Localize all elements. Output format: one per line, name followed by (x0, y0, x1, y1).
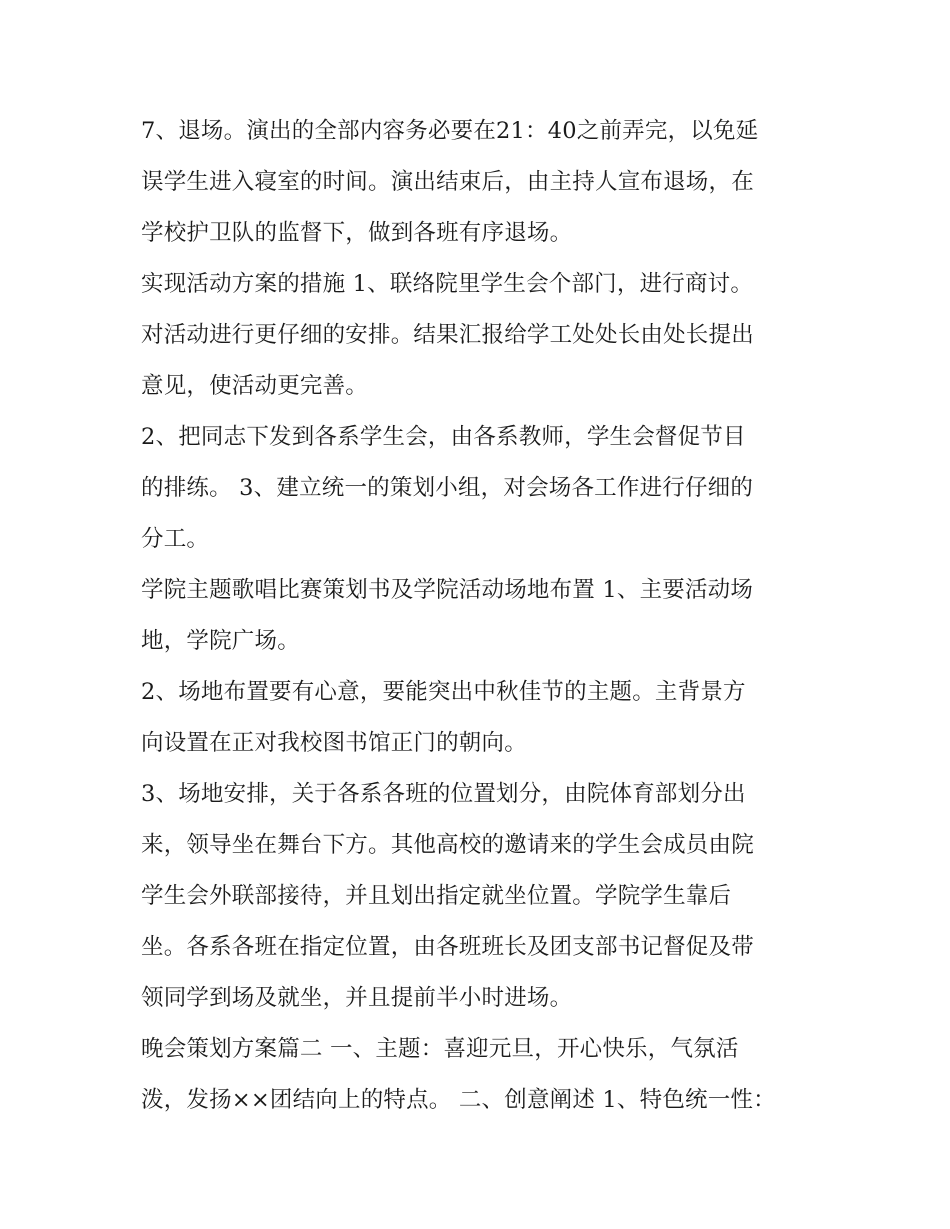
text-line: 学生会外联部接待，并且划出指定就坐位置。学院学生靠后 (141, 883, 732, 909)
text-line: 向设置在正对我校图书馆正门的朝向。 (141, 730, 527, 756)
text-line: 的排练。 3、建立统一的策划小组，对会场各工作进行仔细的 (141, 475, 754, 501)
text-line: 误学生进入寝室的时间。演出结束后，由主持人宣布退场，在 (141, 169, 754, 195)
text-line: 2、场地布置要有心意，要能突出中秋佳节的主题。主背景方 (141, 679, 746, 705)
text-line: 泼，发扬××团结向上的特点。 二、创意阐述 1、特色统一性： (141, 1087, 776, 1113)
text-line: 3、场地安排，关于各系各班的位置划分，由院体育部划分出 (141, 781, 746, 807)
text-line: 学校护卫队的监督下，做到各班有序退场。 (141, 220, 573, 246)
text-line: 晚会策划方案篇二 一、主题：喜迎元旦，开心快乐，气氛活 (141, 1036, 739, 1062)
text-line: 来，领导坐在舞台下方。其他高校的邀请来的学生会成员由院 (141, 832, 754, 858)
text-line: 实现活动方案的措施 1、联络院里学生会个部门，进行商讨。 (141, 271, 754, 297)
text-line: 领同学到场及就坐，并且提前半小时进场。 (141, 985, 573, 1011)
text-line: 学院主题歌唱比赛策划书及学院活动场地布置 1、主要活动场 (141, 577, 754, 603)
text-line: 7、退场。演出的全部内容务必要在21：40之前弄完，以免延 (141, 118, 759, 144)
text-line: 意见，使活动更完善。 (141, 373, 369, 399)
text-line: 分工。 (141, 526, 210, 552)
text-line: 对活动进行更仔细的安排。结果汇报给学工处处长由处长提出 (141, 322, 754, 348)
document-body (141, 106, 813, 1126)
text-line: 地，学院广场。 (141, 628, 300, 654)
text-line: 2、把同志下发到各系学生会，由各系教师，学生会督促节目 (141, 424, 746, 450)
text-line: 坐。各系各班在指定位置，由各班班长及团支部书记督促及带 (141, 934, 754, 960)
